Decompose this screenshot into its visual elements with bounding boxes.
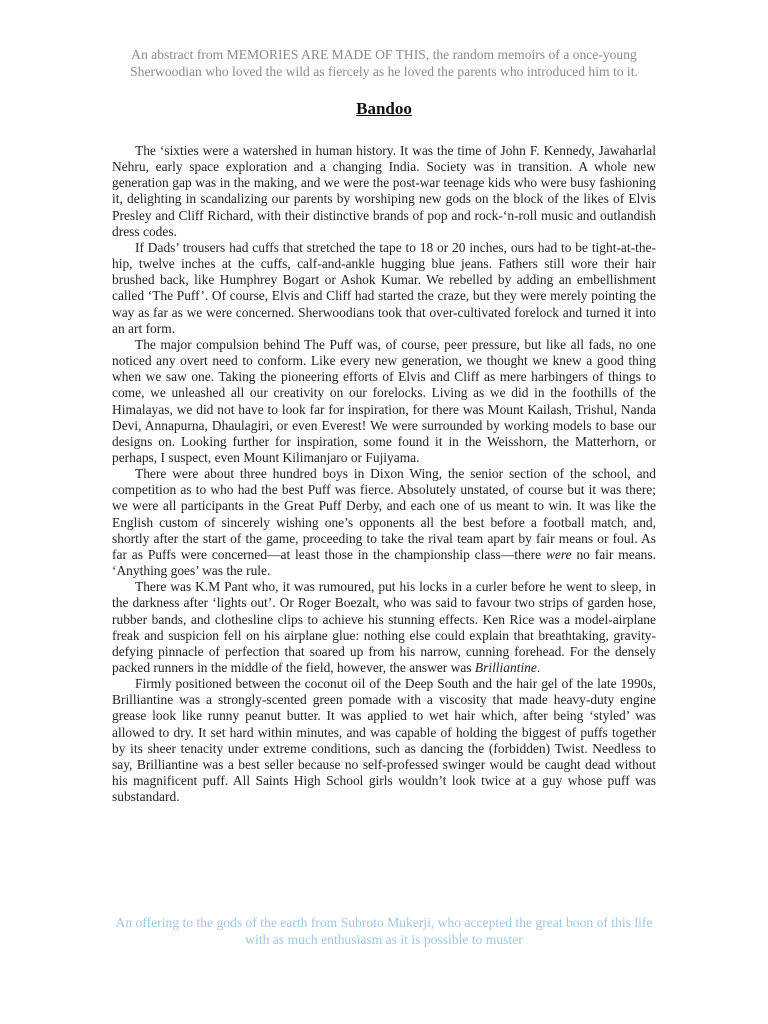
- paragraph-1: The ‘sixties were a watershed in human history. It was the time of John F. Kennedy, Jawaharlal Nehru, early space exploration and a changing India. Society was in transition. A whole new generation gap was in the making, and we were the post-war teenage kids who were busy fashioning it, delighting in scandalizing our parents by worshiping new gods on the block of the likes of Elvis Presley and Cliff Richard, with their distinctive brands of pop and rock-‘n-roll music and outlandish dress codes.: [112, 143, 656, 239]
- page-title: Bandoo: [356, 99, 412, 118]
- offering-footer: An offering to the gods of the earth from Subroto Mukerji, who accepted the great boon of this life with as much enthusiasm as it is possible to muster: [115, 915, 653, 947]
- paragraph-5-emphasis: Brilliantine: [474, 660, 537, 675]
- paragraph-4-text-start: There were about three hundred boys in Dixon Wing, the senior section of the school, and competition as to who had the best Puff was fierce. Absolutely unstated, of course but it was there; we were all participants in the Great Puff Derby, and each one of us meant to win. It was like the English custom of sincerely wishing one’s opponents all the best before a football match, and, shortly after the start of the game, proceeding to take the rival team apart by fair means or foul. As far as Puffs were concerned—at least those in the championship class—there: [112, 466, 656, 562]
- paragraph-5-text-start: There was K.M Pant who, it was rumoured, put his locks in a curler before he went to sleep, in the darkness after ‘lights out’. Or Roger Boezalt, who was said to favour two strips of garden hose, rubber bands, and clothesline clips to achieve his stunning effects. Ken Rice was a model-airplane freak and suspicion fell on his airplane glue: nothing else could explain that breathtaking, gravity-defying pinnacle of perfection that soared up from his narrow, cunning forehead. For the densely packed runners in the middle of the field, however, the answer was: [112, 579, 656, 675]
- paragraph-5-text-end: .: [536, 660, 541, 675]
- abstract-header: An abstract from MEMORIES ARE MADE OF THIS, the random memoirs of a once-young Sherwoodian who loved the wild as fiercely as he loved the parents who introduced him to it.: [130, 47, 638, 79]
- paragraph-4: [112, 466, 656, 579]
- paragraph-4-emphasis: were: [545, 546, 572, 562]
- article-body: [112, 143, 656, 805]
- paragraph-2: If Dads’ trousers had cuffs that stretched the tape to 18 or 20 inches, ours had to be tight-at-the-hip, twelve inches at the cuffs, calf-and-ankle hugging blue jeans. Fathers still wore their hair brushed back, like Humphrey Bogart or Ashok Kumar. We rebelled by adding an embellishment called ‘The Puff’. Of course, Elvis and Cliff had started the craze, but they were merely pointing the way as far as we were concerned. Sherwoodians took that over-cultivated forelock and turned it into an art form.: [112, 239, 656, 336]
- paragraph-5: [112, 579, 656, 676]
- paragraph-3: The major compulsion behind The Puff was, of course, peer pressure, but like all fads, no one noticed any overt need to conform. Like every new generation, we thought we knew a good thing when we saw one. Taking the pioneering efforts of Elvis and Cliff as mere harbingers of things to come, we unleashed all our creativity on our forelocks. Living as we did in the foothills of the Himalayas, we did not have to look far for inspiration, for there was Mount Kailash, Trishul, Nanda Devi, Annapurna, Dhaulagiri, or even Everest! We were surrounded by working models to base our designs on. Looking further for inspiration, some found it in the Weisshorn, the Matterhorn, or perhaps, I suspect, even Mount Kilimanjaro or Fujiyama.: [112, 336, 656, 465]
- paragraph-6: Firmly positioned between the coconut oil of the Deep South and the hair gel of the late 1990s, Brilliantine was a strongly-scented green pomade with a viscosity that made heavy-duty engine grease look like runny peanut butter. It was applied to wet hair which, after being ‘styled’ was allowed to dry. It set hard within minutes, and was capable of holding the biggest of puffs together by its sheer tenacity under extreme conditions, such as dancing the (forbidden) Twist. Needless to say, Brilliantine was a best seller because no self-professed swinger would be caught dead without his magnificent puff. All Saints High School girls wouldn’t look twice at a guy whose puff was substandard.: [112, 676, 656, 805]
- paragraph-4-text-end: no fair means. ‘Anything goes’ was the rule.: [112, 546, 656, 579]
